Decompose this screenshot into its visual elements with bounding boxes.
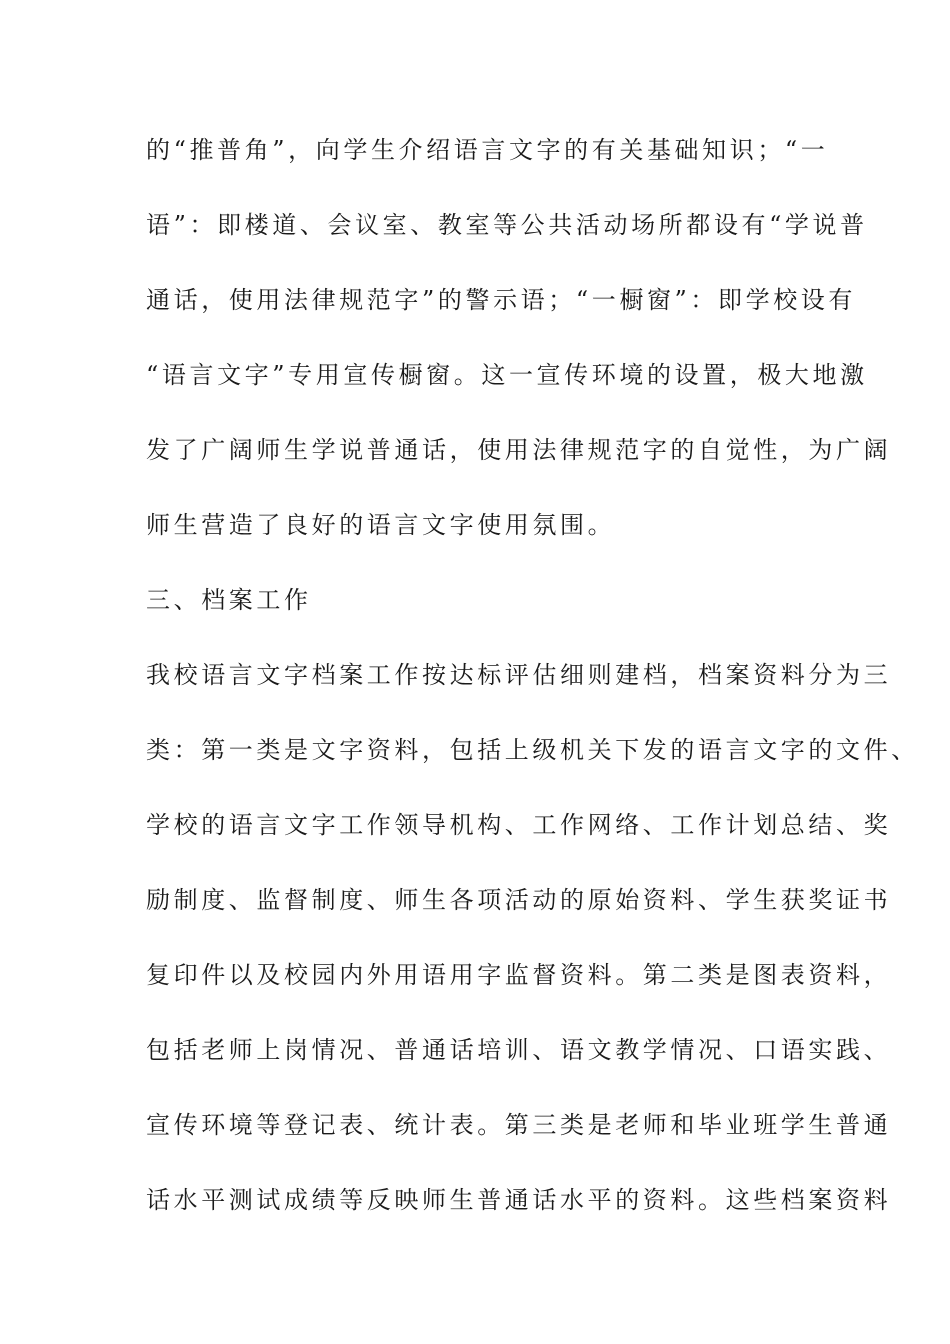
paragraph-line: 宣传环境等登记表、统计表。第三类是老师和毕业班学生普通 [146, 1111, 892, 1139]
paragraph-line: 师生营造了良好的语言文字使用氛围。 [146, 511, 616, 539]
paragraph-line: “语言文字”专用宣传橱窗。这一宣传环境的设置，极大地激 [146, 361, 868, 389]
paragraph-line: 学校的语言文字工作领导机构、工作网络、工作计划总结、奖 [146, 811, 892, 839]
paragraph-line: 的“推普角”，向学生介绍语言文字的有关基础知识；“一 [146, 136, 829, 164]
section-heading: 三、档案工作 [146, 586, 312, 614]
paragraph-line: 包括老师上岗情况、普通话培训、语文教学情况、口语实践、 [146, 1036, 892, 1064]
paragraph-line: 我校语言文字档案工作按达标评估细则建档，档案资料分为三 [146, 661, 892, 689]
paragraph-line: 类：第一类是文字资料，包括上级机关下发的语言文字的文件、 [146, 736, 919, 764]
paragraph-line: 励制度、监督制度、师生各项活动的原始资料、学生获奖证书 [146, 886, 892, 914]
paragraph-line: 语”：即楼道、会议室、教室等公共活动场所都设有“学说普 [146, 211, 868, 239]
paragraph-line: 通话，使用法律规范字”的警示语；“一橱窗”：即学校设有 [146, 286, 857, 314]
paragraph-line: 话水平测试成绩等反映师生普通话水平的资料。这些档案资料 [146, 1186, 892, 1214]
paragraph-line: 复印件以及校园内外用语用字监督资料。第二类是图表资料， [146, 961, 892, 989]
paragraph-line: 发了广阔师生学说普通话，使用法律规范字的自觉性，为广阔 [146, 436, 892, 464]
